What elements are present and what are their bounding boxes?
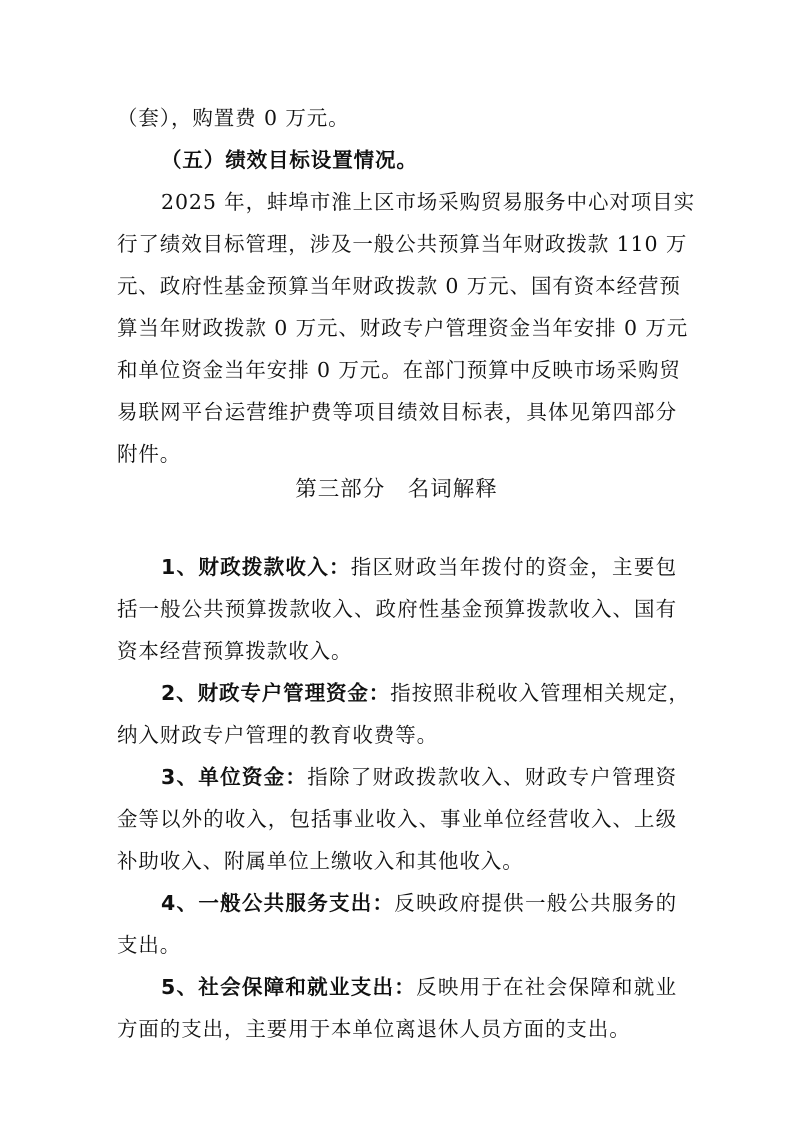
para-line: 算当年财政拨款 0 万元、财政专户管理资金当年安排 0 万元 bbox=[117, 316, 689, 340]
definition-first-line bbox=[117, 882, 677, 924]
para-line: 易联网平台运营维护费等项目绩效目标表，具体见第四部分 bbox=[117, 400, 677, 424]
definition-first-line bbox=[117, 672, 690, 714]
definition-text: 指除了财政拨款收入、财政专户管理资 bbox=[307, 765, 677, 789]
definition-text: 指按照非税收入管理相关规定， bbox=[390, 681, 690, 705]
definition-term: 3、单位资金： bbox=[161, 765, 308, 789]
part-heading: 第三部分 名词解释 bbox=[295, 477, 498, 502]
definition-line: 补助收入、附属单位上缴收入和其他收入。 bbox=[117, 849, 524, 873]
definition-line: 支出。 bbox=[117, 933, 182, 957]
section-top bbox=[117, 97, 695, 475]
definition-line: 括一般公共预算拨款收入、政府性基金预算拨款收入、国有 bbox=[117, 597, 677, 621]
definitions-list bbox=[117, 546, 690, 1050]
para-line: 和单位资金当年安排 0 万元。在部门预算中反映市场采购贸 bbox=[117, 358, 681, 382]
definition-item bbox=[117, 672, 690, 756]
para-line: 元、政府性基金预算当年财政拨款 0 万元、国有资本经营预 bbox=[117, 274, 681, 298]
definition-text: 指区财政当年拨付的资金，主要包 bbox=[350, 555, 677, 579]
definition-item bbox=[117, 882, 677, 966]
definition-term: 4、一般公共服务支出： bbox=[161, 891, 395, 915]
para-line: 行了绩效目标管理，涉及一般公共预算当年财政拨款 110 万 bbox=[117, 232, 688, 256]
definition-first-line bbox=[117, 966, 677, 1008]
definition-text: 反映政府提供一般公共服务的 bbox=[394, 891, 677, 915]
para-line: 附件。 bbox=[117, 442, 182, 466]
carryover-line: （套），购置费 0 万元。 bbox=[117, 106, 350, 130]
definition-term: 5、社会保障和就业支出： bbox=[161, 975, 417, 999]
definition-line: 金等以外的收入，包括事业收入、事业单位经营收入、上级 bbox=[117, 807, 677, 831]
definition-term: 2、财政专户管理资金： bbox=[161, 681, 391, 705]
definition-item bbox=[117, 546, 677, 672]
definition-line: 方面的支出，主要用于本单位离退休人员方面的支出。 bbox=[117, 1017, 631, 1041]
definition-text: 反映用于在社会保障和就业 bbox=[416, 975, 677, 999]
subheading-performance: （五）绩效目标设置情况。 bbox=[161, 148, 418, 172]
definition-line: 纳入财政专户管理的教育收费等。 bbox=[117, 723, 438, 747]
definition-first-line bbox=[117, 756, 677, 798]
para-line: 2025 年，蚌埠市淮上区市场采购贸易服务中心对项目实 bbox=[161, 190, 695, 214]
definition-line: 资本经营预算拨款收入。 bbox=[117, 639, 353, 663]
definition-term: 1、财政拨款收入： bbox=[161, 555, 351, 579]
definition-item bbox=[117, 756, 677, 882]
definition-item bbox=[117, 966, 677, 1050]
definition-first-line bbox=[117, 546, 677, 588]
